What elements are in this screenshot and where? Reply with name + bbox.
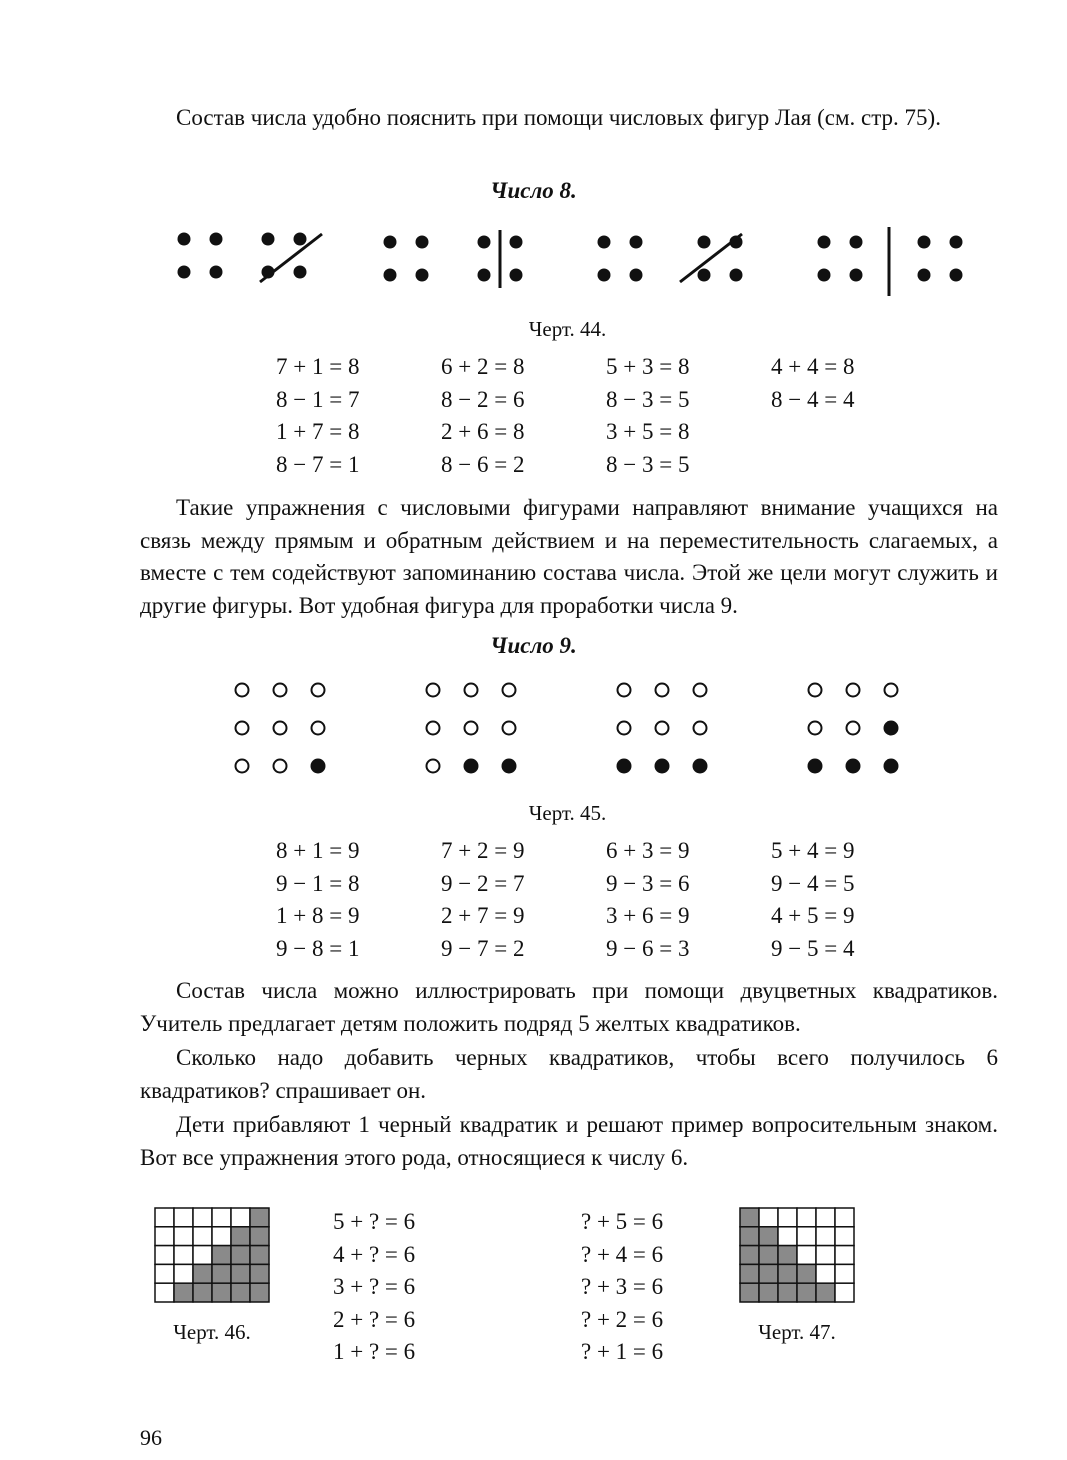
shaded-square [231, 1283, 250, 1302]
paragraph-2: Такие упражнения с числовыми фигурами направляют внимание учащихся на связь между прямым и обратным действием и на переместительность слагаемых, а вместе с тем содействуют запоминанию состава числа. Этой же цели могут служить и другие фигуры. Вот удобная фигура для проработки числа 9. [140, 495, 998, 618]
equation-column [771, 835, 911, 961]
empty-square [759, 1208, 778, 1227]
equation: 4 + 5 = 9 [771, 903, 855, 928]
hollow-circle [847, 684, 860, 697]
shaded-square [816, 1283, 835, 1302]
shaded-square [740, 1227, 759, 1246]
dot [178, 233, 191, 246]
equation: 5 + ? = 6 [333, 1209, 416, 1234]
dot [294, 266, 307, 279]
empty-square [835, 1246, 854, 1265]
figure-44-dots [0, 222, 1067, 312]
empty-square [212, 1208, 231, 1227]
figure-47-caption: Черт. 47. [758, 1320, 836, 1344]
equation-column [606, 835, 771, 961]
equations-unknown-first [581, 1206, 663, 1369]
dot [598, 236, 611, 249]
empty-square [174, 1264, 193, 1283]
shaded-square [778, 1264, 797, 1283]
empty-square [193, 1246, 212, 1265]
equation-column [441, 835, 606, 961]
equations-unknown-second [333, 1206, 415, 1369]
empty-square [835, 1208, 854, 1227]
shaded-square [740, 1208, 759, 1227]
hollow-circle [694, 722, 707, 735]
empty-square [155, 1208, 174, 1227]
dot [294, 233, 307, 246]
empty-square [835, 1227, 854, 1246]
dot [818, 269, 831, 282]
equation: 1 + 8 = 9 [276, 903, 360, 928]
hollow-circle [274, 722, 287, 735]
dot [730, 269, 743, 282]
empty-square [797, 1227, 816, 1246]
hollow-circle [236, 684, 249, 697]
shaded-square [778, 1283, 797, 1302]
dot [416, 269, 429, 282]
dot [384, 269, 397, 282]
equation: 6 + 3 = 9 [606, 838, 690, 863]
section-8-title: Число 8. [490, 178, 577, 203]
figure-44-caption: Черт. 44. [528, 317, 607, 341]
filled-circle [502, 759, 517, 774]
equation-column [276, 835, 441, 961]
equation: 9 − 6 = 3 [606, 935, 690, 961]
dot [918, 269, 931, 282]
empty-square [778, 1208, 797, 1227]
equation: 8 − 1 = 7 [276, 386, 360, 412]
dot [850, 269, 863, 282]
empty-square [174, 1208, 193, 1227]
equation: 1 + ? = 6 [333, 1339, 416, 1364]
equation: 1 + 7 = 8 [276, 419, 360, 444]
dot [478, 236, 491, 249]
dot [416, 236, 429, 249]
hollow-circle [656, 684, 669, 697]
equation: 9 − 5 = 4 [771, 935, 855, 961]
equation: 4 + 4 = 8 [771, 354, 855, 379]
empty-square [155, 1246, 174, 1265]
hollow-circle [274, 760, 287, 773]
shaded-square [250, 1227, 269, 1246]
figure-46-caption: Черт. 46. [173, 1320, 251, 1344]
shaded-square [778, 1246, 797, 1265]
shaded-square [174, 1283, 193, 1302]
dot [384, 236, 397, 249]
empty-square [193, 1208, 212, 1227]
equation-column [441, 351, 606, 477]
shaded-square [231, 1227, 250, 1246]
figure-45-circles [0, 672, 1067, 782]
equations-number-8 [276, 351, 911, 477]
hollow-circle [694, 684, 707, 697]
shaded-square [759, 1227, 778, 1246]
shaded-square [797, 1283, 816, 1302]
equation: 9 − 1 = 8 [276, 870, 360, 896]
equation: 6 + 2 = 8 [441, 354, 525, 379]
dot [598, 269, 611, 282]
hollow-circle [465, 722, 478, 735]
empty-square [193, 1227, 212, 1246]
empty-square [835, 1264, 854, 1283]
hollow-circle [427, 722, 440, 735]
shaded-square [212, 1283, 231, 1302]
hollow-circle [236, 722, 249, 735]
dot [818, 236, 831, 249]
shaded-square [193, 1283, 212, 1302]
hollow-circle [427, 684, 440, 697]
paragraph-3: Состав числа можно иллюстрировать при помощи двуцветных квадратиков. Учитель предлагает детям положить подряд 5 желтых квадратиков. [140, 978, 998, 1036]
shaded-square [250, 1264, 269, 1283]
equation-column [276, 351, 441, 477]
shaded-square [759, 1246, 778, 1265]
hollow-circle [427, 760, 440, 773]
filled-circle [884, 759, 899, 774]
dot [262, 233, 275, 246]
filled-circle [808, 759, 823, 774]
equation: 8 − 2 = 6 [441, 386, 525, 412]
dot [210, 266, 223, 279]
equation: 8 − 7 = 1 [276, 451, 360, 477]
hollow-circle [274, 684, 287, 697]
shaded-square [250, 1208, 269, 1227]
figure-45-caption: Черт. 45. [528, 801, 607, 825]
equation: ? + 4 = 6 [581, 1241, 664, 1267]
shaded-square [250, 1283, 269, 1302]
filled-circle [311, 759, 326, 774]
filled-circle [655, 759, 670, 774]
dot [510, 269, 523, 282]
dot [950, 236, 963, 249]
filled-circle [846, 759, 861, 774]
equation: 9 − 3 = 6 [606, 870, 690, 896]
dot [950, 269, 963, 282]
dot [630, 236, 643, 249]
hollow-circle [885, 684, 898, 697]
hollow-circle [809, 684, 822, 697]
intro-paragraph: Состав числа удобно пояснить при помощи числовых фигур Лая (см. стр. 75). [176, 105, 941, 130]
shaded-square [740, 1283, 759, 1302]
equation: 9 − 8 = 1 [276, 935, 360, 961]
equation: 2 + ? = 6 [333, 1306, 416, 1332]
paragraph-5: Дети прибавляют 1 черный квадратик и решают пример вопросительным знаком. Вот все упражнения этого рода, относящиеся к числу 6. [140, 1112, 998, 1170]
filled-circle [884, 721, 899, 736]
empty-square [797, 1246, 816, 1265]
dot [630, 269, 643, 282]
hollow-circle [312, 722, 325, 735]
hollow-circle [503, 722, 516, 735]
empty-square [816, 1208, 835, 1227]
equation: 3 + 6 = 9 [606, 903, 690, 928]
equation: 7 + 1 = 8 [276, 354, 360, 379]
filled-circle [464, 759, 479, 774]
shaded-square [759, 1264, 778, 1283]
hollow-circle [236, 760, 249, 773]
equation: 9 − 4 = 5 [771, 870, 855, 896]
shaded-square [231, 1264, 250, 1283]
equation: 8 − 3 = 5 [606, 386, 690, 412]
empty-square [155, 1227, 174, 1246]
dot [850, 236, 863, 249]
dot [698, 269, 711, 282]
figure-47-grid [739, 1207, 855, 1303]
shaded-square [212, 1264, 231, 1283]
equation: 9 − 7 = 2 [441, 935, 525, 961]
shaded-square [250, 1246, 269, 1265]
equation: 8 + 1 = 9 [276, 838, 360, 863]
shaded-square [231, 1246, 250, 1265]
equation: ? + 1 = 6 [581, 1339, 664, 1364]
equation: ? + 3 = 6 [581, 1274, 664, 1299]
hollow-circle [809, 722, 822, 735]
empty-square [816, 1227, 835, 1246]
equation-column [606, 351, 771, 477]
dot [478, 269, 491, 282]
equation: 2 + 6 = 8 [441, 419, 525, 444]
empty-square [778, 1227, 797, 1246]
dot [918, 236, 931, 249]
equation: 3 + 5 = 8 [606, 419, 690, 444]
shaded-square [193, 1264, 212, 1283]
equation-column [771, 351, 911, 412]
filled-circle [693, 759, 708, 774]
equation: 7 + 2 = 9 [441, 838, 525, 863]
shaded-square [740, 1264, 759, 1283]
shaded-square [759, 1283, 778, 1302]
equation: 8 − 6 = 2 [441, 451, 525, 477]
equation: 9 − 2 = 7 [441, 870, 525, 896]
dot [210, 233, 223, 246]
empty-square [174, 1227, 193, 1246]
hollow-circle [656, 722, 669, 735]
empty-square [816, 1264, 835, 1283]
section-9-title: Число 9. [490, 633, 577, 658]
figure-46-grid [154, 1207, 270, 1303]
equation: ? + 2 = 6 [581, 1306, 664, 1332]
dot [510, 236, 523, 249]
equation: 8 − 3 = 5 [606, 451, 690, 477]
empty-square [155, 1264, 174, 1283]
hollow-circle [312, 684, 325, 697]
empty-square [231, 1208, 250, 1227]
empty-square [797, 1208, 816, 1227]
empty-square [835, 1283, 854, 1302]
equation: 5 + 4 = 9 [771, 838, 855, 863]
shaded-square [797, 1264, 816, 1283]
paragraph-4: Сколько надо добавить черных квадратиков, чтобы всего получилось 6 квадратиков? спрашивает он. [140, 1045, 998, 1103]
hollow-circle [503, 684, 516, 697]
equation: 2 + 7 = 9 [441, 903, 525, 928]
equation: ? + 5 = 6 [581, 1209, 664, 1234]
hollow-circle [465, 684, 478, 697]
dot [698, 236, 711, 249]
equation: 3 + ? = 6 [333, 1274, 416, 1299]
equations-number-9 [276, 835, 911, 961]
dot [178, 266, 191, 279]
empty-square [212, 1227, 231, 1246]
page-number: 96 [140, 1425, 162, 1450]
shaded-square [212, 1246, 231, 1265]
empty-square [155, 1283, 174, 1302]
filled-circle [617, 759, 632, 774]
hollow-circle [847, 722, 860, 735]
hollow-circle [618, 684, 631, 697]
empty-square [816, 1246, 835, 1265]
shaded-square [740, 1246, 759, 1265]
equation: 5 + 3 = 8 [606, 354, 690, 379]
equation: 4 + ? = 6 [333, 1241, 416, 1267]
equation: 8 − 4 = 4 [771, 386, 855, 412]
hollow-circle [618, 722, 631, 735]
empty-square [174, 1246, 193, 1265]
